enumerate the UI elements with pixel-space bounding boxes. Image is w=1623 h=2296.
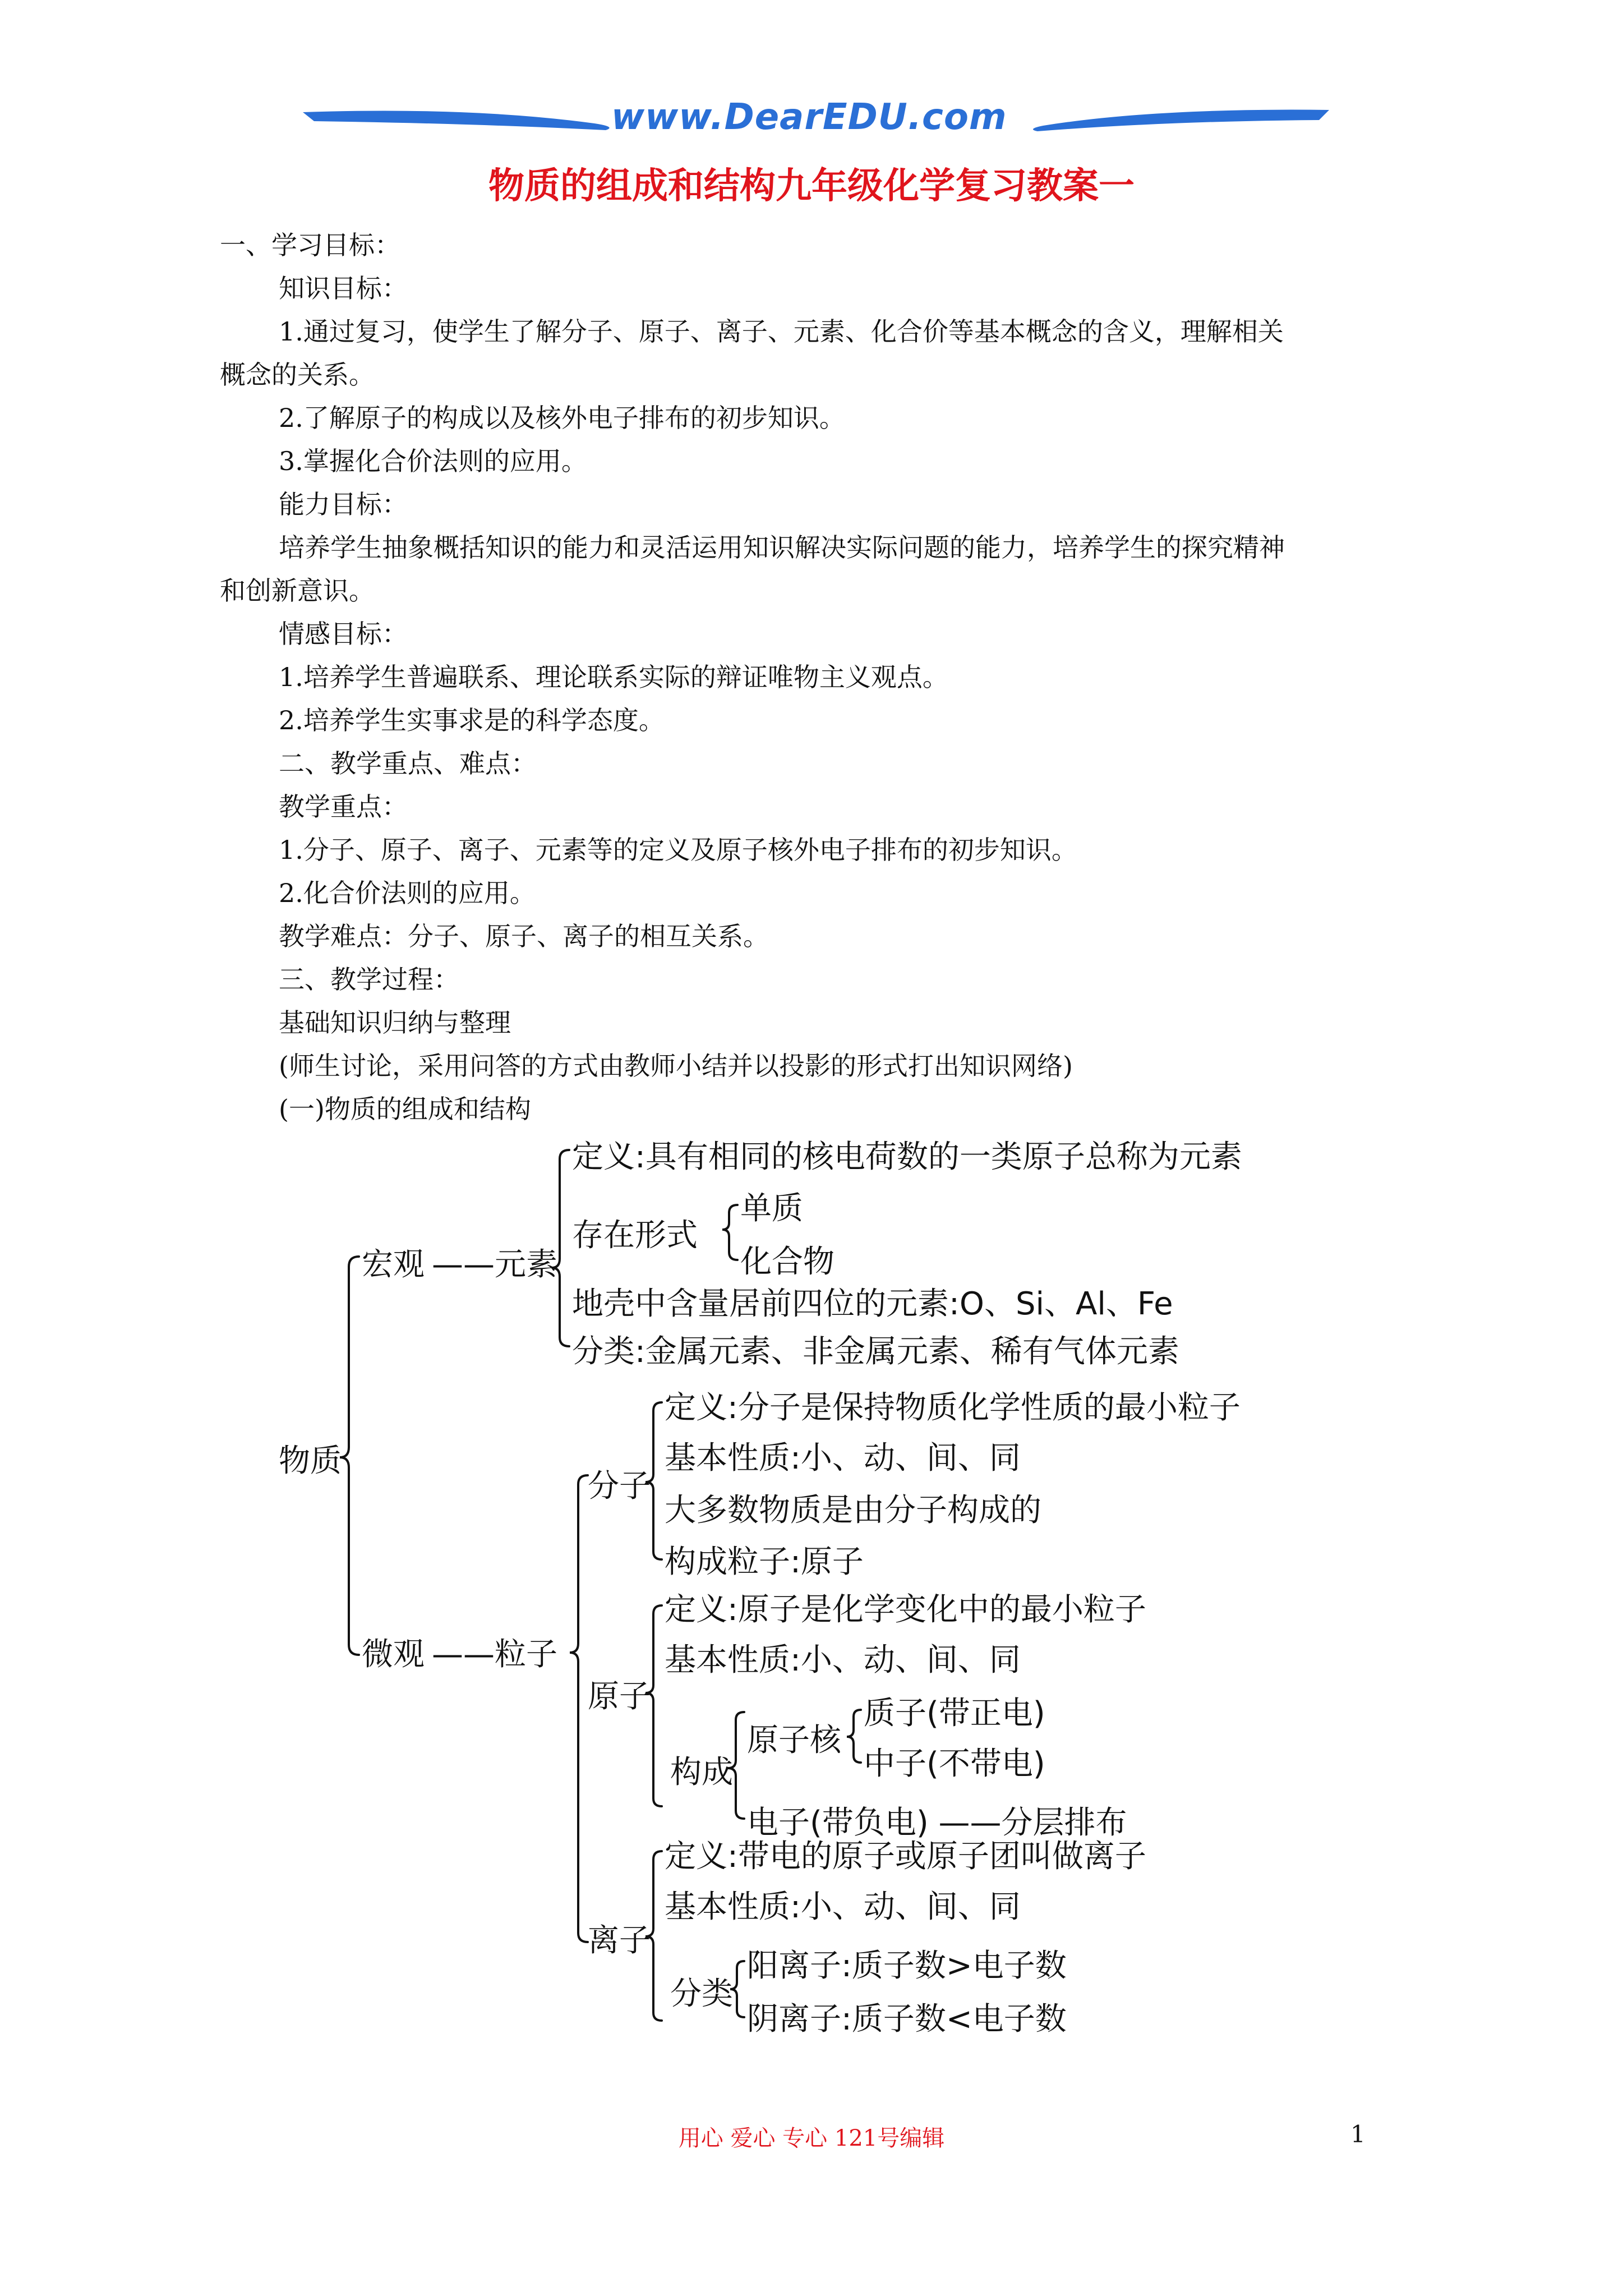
diagram-element-label: ——元素 [432, 1246, 557, 1283]
diagram-micro-label: 微观 [362, 1636, 425, 1673]
section-heading-objectives: 一、学习目标： [220, 230, 400, 260]
element-existence-label: 存在形式 [572, 1217, 698, 1254]
paragraph-line: 1.通过复习，使学生了解分子、原子、离子、元素、化合价等基本概念的含义，理解相关 [279, 316, 1284, 347]
molecule-label: 分子 [588, 1468, 651, 1504]
atom-label: 原子 [588, 1678, 651, 1715]
paragraph-line: 2.化合价法则的应用。 [279, 878, 536, 908]
subheading-ability: 能力目标： [279, 489, 408, 519]
neutron-label: 中子(不带电) [864, 1746, 1045, 1782]
paragraph-line: 基础知识归纳与整理 [279, 1007, 511, 1038]
ion-definition: 定义:带电的原子或原子团叫做离子 [665, 1838, 1146, 1875]
molecule-properties: 基本性质:小、动、间、同 [665, 1440, 1021, 1476]
page-title: 物质的组成和结构九年级化学复习教案一 [488, 165, 1135, 207]
electron-label: 电子(带负电) ——分层排布 [747, 1805, 1127, 1841]
atom-composition-label: 构成 [670, 1754, 733, 1791]
paragraph-line: 1.分子、原子、离子、元素等的定义及原子核外电子排布的初步知识。 [279, 835, 1077, 865]
ion-properties: 基本性质:小、动、间、同 [665, 1889, 1021, 1925]
subheading-keypoints: 教学重点： [279, 792, 408, 822]
paragraph-line: 培养学生抽象概括知识的能力和灵活运用知识解决实际问题的能力，培养学生的探究精神 [279, 532, 1285, 563]
footer-text: 用心 爱心 专心 121号编辑 [678, 2125, 945, 2151]
paragraph-line: (师生讨论，采用问答的方式由教师小结并以投影的形式打出知识网络) [279, 1051, 1073, 1081]
paragraph-line: 概念的关系。 [220, 360, 375, 390]
molecule-definition: 定义:分子是保持物质化学性质的最小粒子 [665, 1389, 1241, 1426]
paragraph-line: 2.培养学生实事求是的科学态度。 [279, 705, 665, 735]
atom-properties: 基本性质:小、动、间、同 [665, 1642, 1021, 1678]
nucleus-label: 原子核 [747, 1722, 841, 1759]
cation-label: 阳离子:质子数>电子数 [747, 1948, 1067, 1984]
diagram-macro-label: 宏观 [362, 1246, 425, 1283]
section-heading-process: 三、教学过程： [279, 964, 459, 995]
proton-label: 质子(带正电) [864, 1695, 1045, 1732]
paragraph-line: 2.了解原子的构成以及核外电子排布的初步知识。 [279, 403, 845, 433]
element-definition: 定义:具有相同的核电荷数的一类原子总称为元素 [572, 1139, 1242, 1175]
paragraph-line: 3.掌握化合价法则的应用。 [279, 446, 587, 476]
anion-label: 阴离子:质子数<电子数 [747, 2001, 1067, 2037]
ion-label: 离子 [588, 1922, 651, 1959]
site-logo-text: www.DearEDU.com [611, 96, 1007, 138]
paragraph-line: 和创新意识。 [220, 576, 375, 606]
subsection-heading: (一)物质的组成和结构 [279, 1094, 531, 1124]
paragraph-line: 1.培养学生普遍联系、理论联系实际的辩证唯物主义观点。 [279, 662, 948, 692]
diagram-particle-label: ——粒子 [432, 1636, 557, 1673]
element-simple-substance: 单质 [740, 1190, 803, 1227]
ion-classification-label: 分类 [670, 1976, 733, 2012]
diagram-root-label: 物质 [279, 1443, 342, 1479]
element-crust-abundance: 地壳中含量居前四位的元素:O、Si、Al、Fe [572, 1286, 1173, 1322]
paragraph-line: 教学难点：分子、原子、离子的相互关系。 [279, 921, 769, 951]
section-heading-keypoints: 二、教学重点、难点： [279, 748, 537, 779]
molecule-most-substances: 大多数物质是由分子构成的 [665, 1492, 1041, 1529]
atom-definition: 定义:原子是化学变化中的最小粒子 [665, 1591, 1146, 1628]
page-number: 1 [1350, 2120, 1366, 2148]
element-classification: 分类:金属元素、非金属元素、稀有气体元素 [572, 1333, 1179, 1370]
subheading-emotion: 情感目标： [279, 619, 408, 649]
subheading-knowledge: 知识目标： [279, 273, 408, 303]
element-compound: 化合物 [740, 1244, 834, 1280]
molecule-composition: 构成粒子:原子 [665, 1544, 864, 1580]
